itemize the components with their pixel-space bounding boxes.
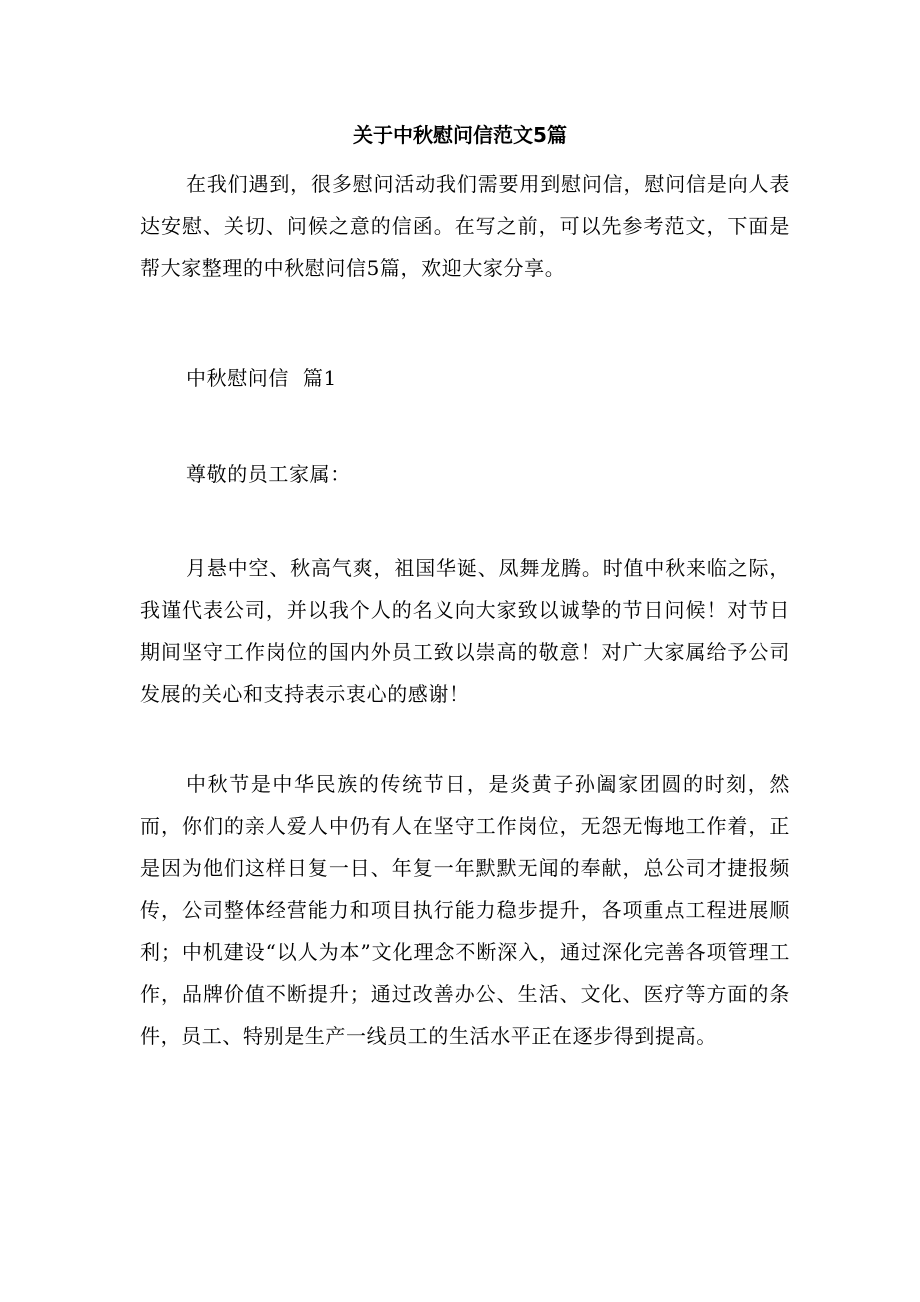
body-paragraph-1: 月悬中空、秋高气爽，祖国华诞、凤舞龙腾。时值中秋来临之际，我谨代表公司，并以我个人的名义向大家致以诚挚的节日问候！对节日期间坚守工作岗位的国内外员工致以崇高的敬意！对广大家属给予公司发展的关心和支持表示衷心的感谢！: [140, 556, 790, 706]
intro-paragraph: 在我们遇到，很多慰问活动我们需要用到慰问信，慰问信是向人表达安慰、关切、问候之意的信函。在写之前，可以先参考范文，下面是帮大家整理的中秋慰问信5篇，欢迎大家分享。: [140, 172, 790, 280]
section-heading: 中秋慰问信 篇1: [186, 366, 337, 390]
body-paragraph-2: 中秋节是中华民族的传统节日，是炎黄子孙阖家团圆的时刻，然而，你们的亲人爱人中仍有人在坚守工作岗位，无怨无悔地工作着，正是因为他们这样日复一日、年复一年默默无闻的奉献，总公司才捷报频传，公司整体经营能力和项目执行能力稳步提升，各项重点工程进展顺利；中机建设“以人为本”文化理念不断深入，通过深化完善各项管理工作，品牌价值不断提升；通过改善办公、生活、文化、医疗等方面的条件，员工、特别是生产一线员工的生活水平正在逐步得到提高。: [140, 772, 790, 1048]
page-title: 关于中秋慰问信范文5篇: [353, 123, 567, 147]
salutation: 尊敬的员工家属：: [186, 462, 351, 486]
